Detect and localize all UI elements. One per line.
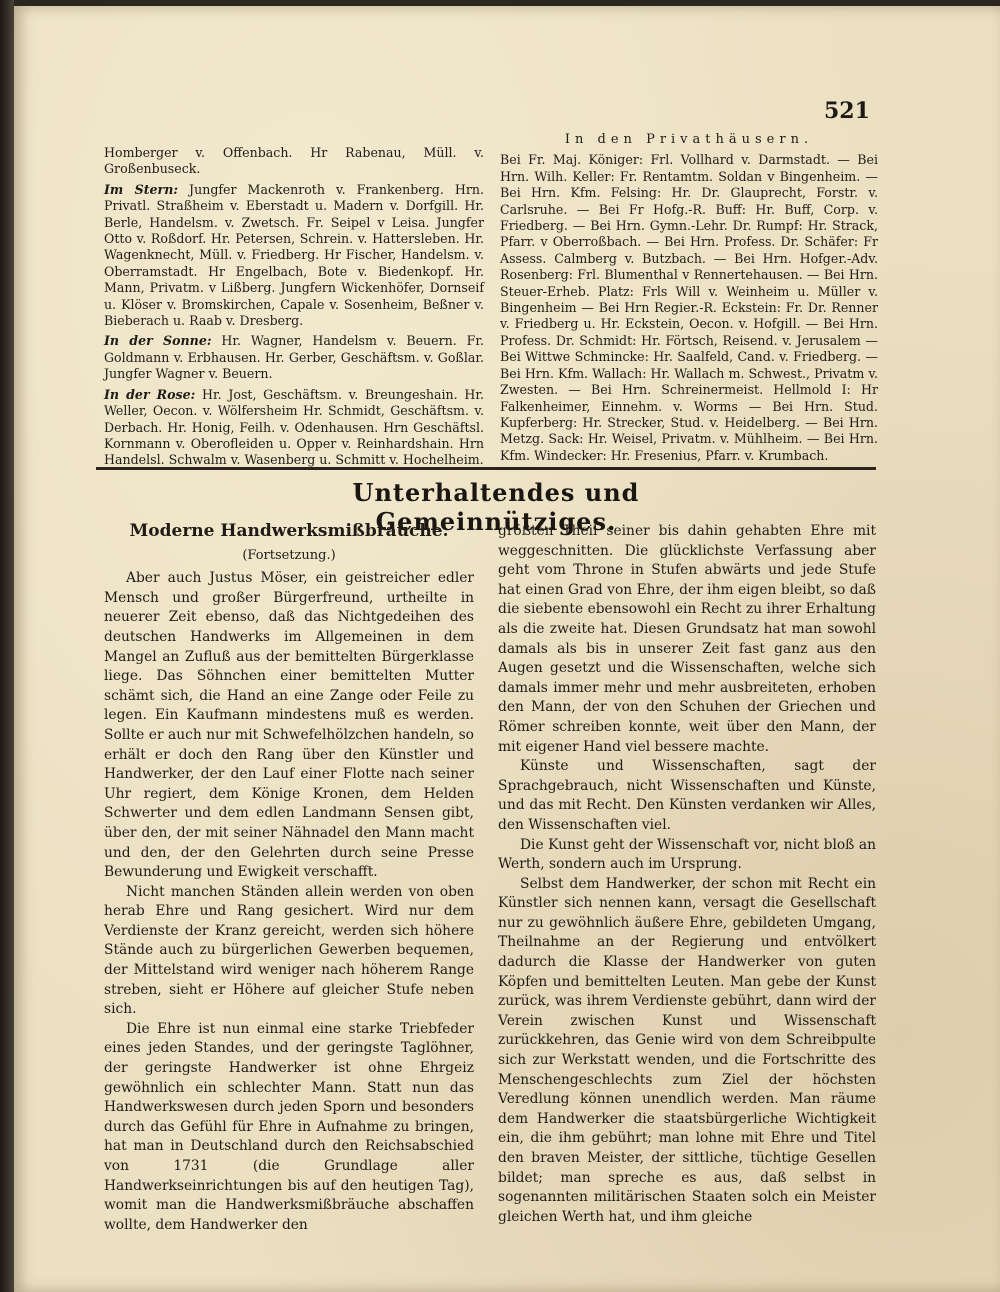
article-paragraph: Die Kunst geht der Wissenschaft vor, nicht bloß an Werth, sondern auch im Ursprung. (498, 836, 876, 873)
guest-list-left-column (104, 145, 484, 473)
section-title: Unterhaltendes und Gemeinnütziges. (352, 478, 640, 536)
article-right-column (498, 522, 876, 1227)
private-houses-heading: In den Privathäusern. (564, 132, 814, 147)
article-paragraph: Nicht manchen Ständen allein werden von oben herab Ehre und Rang gesichert. Wird nur dem Verdienste der Kranz gereicht, werden sich höhere Stände auch zu bürgerlichen Gewerben bequemen, der Mittelstand wird weniger nach höherem Range streben, sieht er Höhere auf gleicher Stufe neben sich. (104, 883, 474, 1018)
guest-list-right-column (500, 132, 878, 468)
inn-name: In der Rose: (104, 386, 196, 402)
inn-name: In der Sonne: (104, 333, 212, 349)
book-gutter (0, 0, 14, 1292)
article-paragraph: Aber auch Justus Möser, ein geistreicher edler Mensch und großer Bürgerfreund, urtheilte in neuerer Zeit ebenso, daß das Nichtgedeihen des deutschen Handwerks im Allgemeinen in dem Mangel an Zufluß aus der bemittelten Bürgerklasse liege. Das Söhnchen einer bemittelten Mutter schämt sich, die Hand an eine Zange oder Feile zu legen. Ein Kaufmann mindestens muß es werden. Sollte er auch nur mit Schwefelhölzchen handeln, so erhält er doch den Rang über den Künstler und Handwerker, der den Lauf einer Flotte nach seiner Uhr regiert, dem Könige Kronen, dem Helden Schwerter und dem edlen Landmann Sensen gibt, über den, der mit seiner Nähnadel den Mann macht und den, der den Gelehrten durch seine Presse Bewunderung und Ewigkeit verschafft. (104, 570, 474, 881)
inn-name: Im Stern: (104, 181, 178, 197)
article-paragraph: Künste und Wissenschaften, sagt der Sprachgebrauch, nicht Wissenschaften und Künste, und das mit Recht. Den Künsten verdanken wir Alles, den Wissenschaften viel. (498, 758, 876, 833)
article-paragraph: Selbst dem Handwerker, der schon mit Recht ein Künstler sich nennen kann, versagt die Gesellschaft nur zu gewöhnlich äußere Ehre, gebildeten Umgang, Theilnahme an der Regierung und entvölkert dadurch die Klasse der Handwerker von guten Köpfen und bemittelten Leuten. Man gebe der Kunst zurück, was ihrem Verdienste gebührt, dann wird der Verein zwischen Kunst und Wissenschaft zurückkehren, das Genie wird von dem Schreibpulte sich zur Werkstatt wenden, und die Fortschritte des Menschengeschlechts zum Ziel der höchsten Veredlung können unendlich werden. Man räume dem Handwerker die staatsbürgerliche Wichtigkeit ein, die ihm gebührt; man lohne mit Ehre und Titel den braven Meister, der sittliche, tüchtige Gesellen bildet; man spreche es aus, daß selbst in sogenannten militärischen Staaten solch ein Meister gleichen Werth hat, und ihm gleiche (498, 875, 876, 1225)
guest-list-entry: In der Sonne: Hr. Wagner, Handelsm v. Beuern. Fr. Goldmann v. Erbhausen. Hr. Gerber, Geschäftsm. v. Goßlar. Jungfer Wagner v. Beuern. (104, 333, 484, 382)
section-divider (96, 467, 876, 470)
page-number: 521 (824, 98, 870, 124)
guest-list-entry: Im Stern: Jungfer Mackenroth v. Frankenberg. Hrn. Privatl. Straßheim v. Eberstadt u. Madern v. Dorfgill. Hr. Berle, Handelsm. v. Zwetsch. Fr. Seipel v Leisa. Jungfer Otto v. Roßdorf. Hr. Petersen, Schrein. v. Hattersleben. Hr. Wagenknecht, Müll. v. Friedberg. Hr Fischer, Handelsm. v. Oberramstadt. Hr Engelbach, Bote v. Biedenkopf. Hr. Mann, Privatm. v Lißberg. Jungfern Wickenhöfer, Dornseif u. Klöser v. Bromskirchen, Capale v. Sosenheim, Beßner v. Bieberach u. Raab v. Dresberg. (104, 181, 484, 329)
article-left-column (104, 522, 474, 1235)
private-houses-text: Bei Fr. Maj. Königer: Frl. Vollhard v. Darmstadt. — Bei Hrn. Wilh. Keller: Fr. Rentamtm. Soldan v Bingenheim. — Bei Hrn. Kfm. Felsing: Hr. Dr. Glauprecht, Forstr. v. Carlsruhe. — Bei Fr Hofg.-R. Buff: Hr. Buff, Corp. v. Friedberg. — Bei Hrn. Gymn.-Lehr. Dr. Rumpf: Hr. Strack, Pfarr. v Oberroßbach. — Bei Hrn. Profess. Dr. Schäfer: Fr Assess. Calmberg v. Butzbach. — Bei Hrn. Hofger.-Adv. Rosenberg: Frl. Blumenthal v Rennertehausen. — Bei Hrn. Steuer-Erheb. Platz: Frls Will v. Weinheim u. Müller v. Bingenheim — Bei Hrn Regier.-R. Eckstein: Fr. Dr. Renner v. Friedberg u. Hr. Eckstein, Oecon. v. Hofgill. — Bei Hrn. Profess. Dr. Schmidt: Hr. Förtsch, Reisend. v. Jerusalem — Bei Wittwe Schmincke: Hr. Saalfeld, Cand. v. Friedberg. — Bei Hrn. Kfm. Wallach: Hr. Wallach m. Schwest., Privatm v. Zwesten. — Bei Hrn. Schreinermeist. Hellmold I: Hr Falkenheimer, Einnehm. v. Worms — Bei Hrn. Stud. Kupferberg: Hr. Strecker, Stud. v. Heidelberg. — Bei Hrn. Metzg. Sack: Hr. Weisel, Privatm. v. Mühlheim. — Bei Hrn. Kfm. Windecker: Hr. Fresenius, Pfarr. v. Krumbach. (500, 152, 878, 463)
article-subtitle: (Fortsetzung.) (242, 547, 336, 563)
article-title: Moderne Handwerksmißbräuche. (129, 521, 449, 541)
guest-list-entry: Homberger v. Offenbach. Hr Rabenau, Müll. v. Großenbuseck. (104, 145, 484, 177)
article-paragraph: größten Theil seiner bis dahin gehabten Ehre mit weggeschnitten. Die glücklichste Verfassung aber geht vom Throne in Stufen abwärts und jede Stufe hat einen Grad von Ehre, der ihm eigen bleibt, so daß die siebente ebensowohl ein Recht zu ihrer Erhaltung als die zweite hat. Diesen Grundsatz hat man sowohl damals als bis in unserer Zeit fast ganz aus den Augen gesetzt und die Wissenschaften, welche sich damals immer mehr und mehr ausbreiteten, erhoben den Mann, der von den Schuhen der Griechen und Römer schreiben konnte, weit über den Mann, der mit eigener Hand viel bessere machte. (498, 523, 876, 755)
article-paragraph: Die Ehre ist nun einmal eine starke Triebfeder eines jeden Standes, und der geringste Taglöhner, der geringste Handwerker ist ohne Ehrgeiz gewöhnlich ein schlechter Mann. Statt nun das Handwerkswesen durch jeden Sporn und besonders durch das Gefühl für Ehre in Aufnahme zu bringen, hat man in Deutschland durch den Reichsabschied von 1731 (die Grundlage aller Handwerkseinrichtungen bis auf den heutigen Tag), womit man die Handwerksmißbräuche abschaffen wollte, dem Handwerker den (104, 1020, 474, 1233)
guest-list-entry: In der Rose: Hr. Jost, Geschäftsm. v. Breungeshain. Hr. Weller, Oecon. v. Wölfersheim Hr. Schmidt, Geschäftsm. v. Derbach. Hr. Honig, Feilh. v. Odenhausen. Hrn Geschäftsl. Kornmann v. Oberofleiden u. Opper v. Reinhardshain. Hrn Handelsl. Schwalm v. Wasenberg u. Schmitt v. Hochelheim. (104, 386, 484, 468)
